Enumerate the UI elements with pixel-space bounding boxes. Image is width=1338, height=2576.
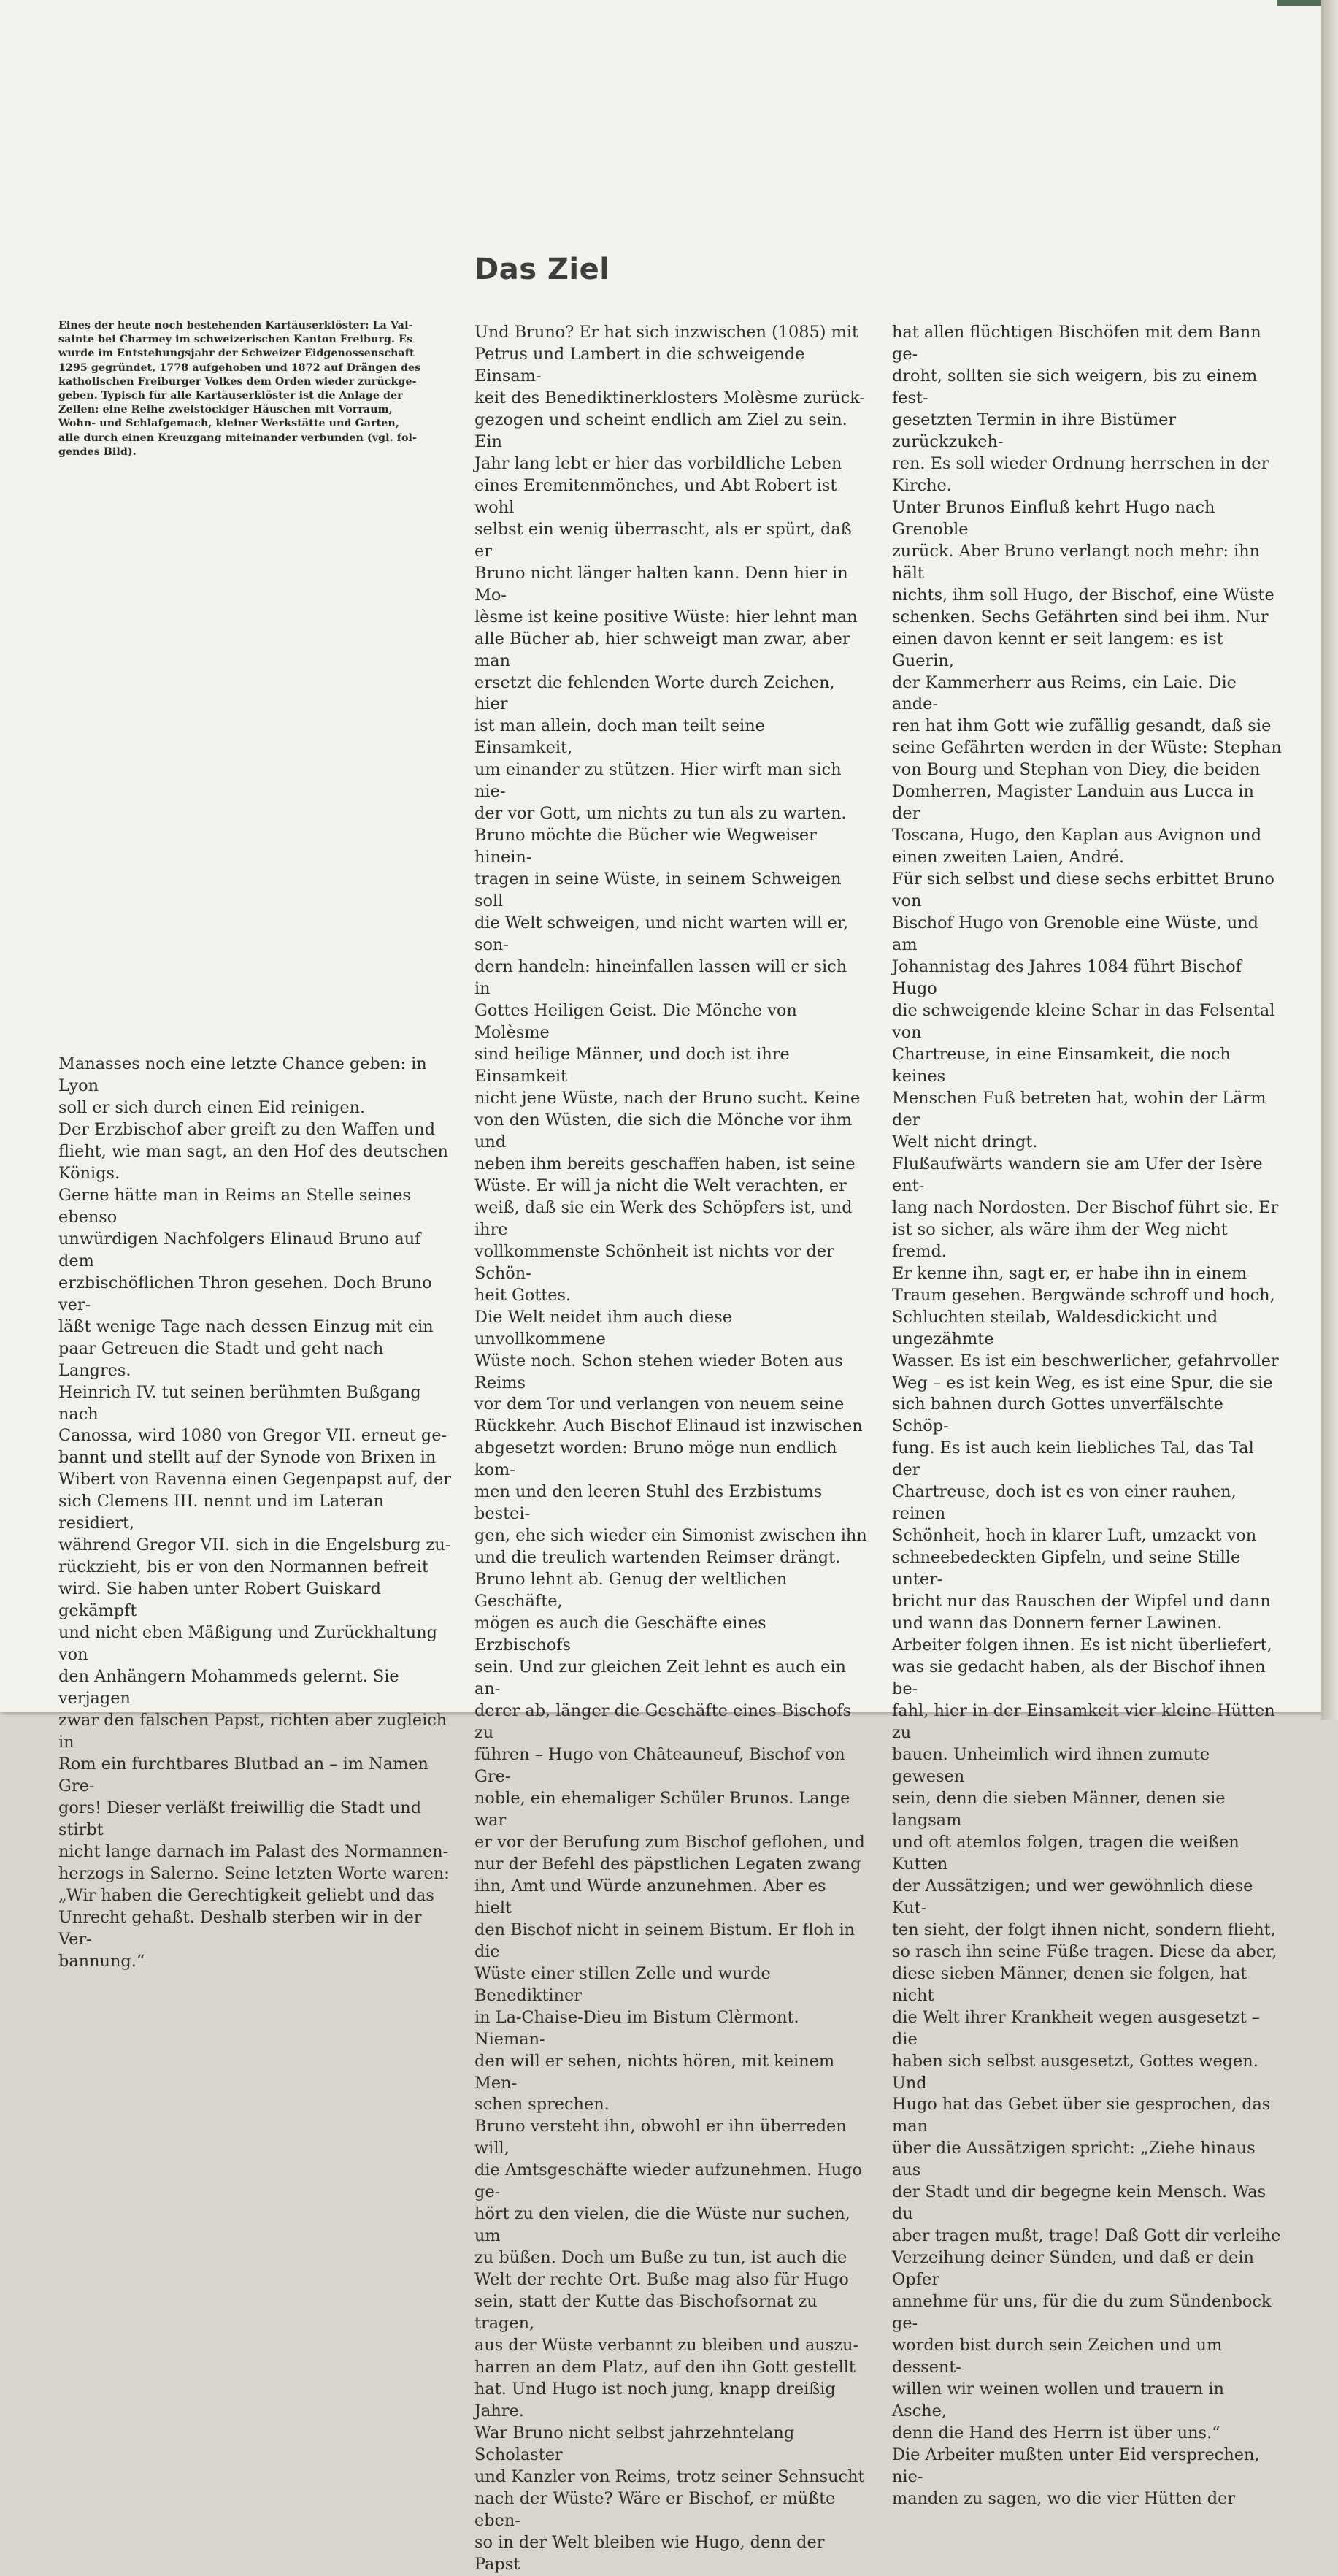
text-column-right xyxy=(892,322,1283,2510)
page-edge-tab xyxy=(1277,0,1321,6)
text-column-middle xyxy=(474,322,867,2576)
image-caption: Eines der heute noch bestehenden Kartäuserklöster: La Val- sainte bei Charmey im schweizerischen Kanton Freiburg. Es wurde im Entstehungsjahr der Schweizer Eidgenossenschaft 1295 gegründet, 1778 aufgehoben und 1872 auf Drängen des katholischen Freiburger Volkes dem Orden wieder zurückge- geben. Typisch für alle Kartäuserklöster ist die Anlage der Zellen: eine Reihe zweistöckiger Häuschen mit Vorraum, Wohn- und Schlafgemach, kleiner Werkstätte und Garten, alle durch einen Kreuzgang miteinander verbunden (vgl. fol- gendes Bild). xyxy=(58,320,421,458)
page-title: Das Ziel xyxy=(474,253,610,286)
book-edge xyxy=(1321,0,1338,1720)
left-column-text: Manasses noch eine letzte Chance geben: in Lyon soll er sich durch einen Eid reinigen. Der Erzbischof aber greift zu den Waffen und flieht, wie man sagt, an den Hof des deutschen Königs. Gerne hätte man in Reims an Stelle seines ebenso unwürdigen Nachfolgers Elinaud Bruno auf dem erzbischöflichen Thron gesehen. Doch Bruno ver- läßt wenige Tage nach dessen Einzug mit ein paar Getreuen die Stadt und geht nach Langres. Heinrich IV. tut seinen berühmten Bußgang nach Canossa, wird 1080 von Gregor VII. erneut ge- bannt und stellt auf der Synode von Brixen in Wibert von Ravenna einen Gegenpapst auf, der sich Clemens III. nennt und im Lateran residiert, während Gregor VII. sich in die Engelsburg zu- rückzieht, bis er von den Normannen befreit wird. Sie haben unter Robert Guiskard gekämpft und nicht eben Mäßigung und Zurückhaltung von den Anhängern Mohammeds gelernt. Sie verjagen zwar den falschen Papst, richten aber zugleich in Rom ein furchtbares Blutbad an – im Namen Gre- gors! Dieser verläßt freiwillig die Stadt und stirbt nicht lange darnach im Palast des Normannen- herzogs in Salerno. Seine letzten Worte waren: „Wir haben die Gerechtigkeit geliebt und das Unrecht gehaßt. Deshalb sterben wir in der Ver- bannung.“ xyxy=(58,1054,451,1971)
right-column-text: hat allen flüchtigen Bischöfen mit dem Bann ge- droht, sollten sie sich weigern, bis zu einem fest- gesetzten Termin in ihre Bistümer zurückzukeh- ren. Es soll wieder Ordnung herrschen in der Kirche. Unter Brunos Einfluß kehrt Hugo nach Grenoble zurück. Aber Bruno verlangt noch mehr: ihn hält nichts, ihm soll Hugo, der Bischof, eine Wüste schenken. Sechs Gefährten sind bei ihm. Nur einen davon kennt er seit langem: es ist Guerin, der Kammerherr aus Reims, ein Laie. Die ande- ren hat ihm Gott wie zufällig gesandt, daß sie seine Gefährten werden in der Wüste: Stephan von Bourg und Stephan von Diey, die beiden Domherren, Magister Landuin aus Lucca in der Toscana, Hugo, den Kaplan aus Avignon und einen zweiten Laien, André. Für sich selbst und diese sechs erbittet Bruno von Bischof Hugo von Grenoble eine Wüste, und am Johannistag des Jahres 1084 führt Bischof Hugo die schweigende kleine Schar in das Felsental von Chartreuse, in eine Einsamkeit, die noch keines Menschen Fuß betreten hat, wohin der Lärm der Welt nicht dringt. Flußaufwärts wandern sie am Ufer der Isère ent- lang nach Nordosten. Der Bischof führt sie. Er ist so sicher, als wäre ihm der Weg nicht fremd. Er kenne ihn, sagt er, er habe ihn in einem Traum gesehen. Bergwände schroff und hoch, Schluchten steilab, Waldesdickicht und ungezähmte Wasser. Es ist ein beschwerlicher, gefahrvoller Weg – es ist kein Weg, es ist eine Spur, die sie sich bahnen durch Gottes unverfälschte Schöp- fung. Es ist auch kein liebliches Tal, das Tal der Chartreuse, doch ist es von einer rauhen, reinen Schönheit, hoch in klarer Luft, umzackt von schneebedeckten Gipfeln, und seine Stille unter- bricht nur das Rauschen der Wipfel und dann und wann das Donnern ferner Lawinen. Arbeiter folgen ihnen. Es ist nicht überliefert, was sie gedacht haben, als der Bischof ihnen be- fahl, hier in der Einsamkeit vier kleine Hütten zu bauen. Unheimlich wird ihnen zumute gewesen sein, denn die sieben Männer, denen sie langsam und oft atemlos folgen, tragen die weißen Kutten der Aussätzigen; und wer gewöhnlich diese Kut- ten sieht, der folgt ihnen nicht, sondern flieht, so rasch ihn seine Füße tragen. Diese da aber, diese sieben Männer, denen sie folgen, hat nicht die Welt ihrer Krankheit wegen ausgesetzt – die haben sich selbst ausgesetzt, Gottes wegen. Und Hugo hat das Gebet über sie gesprochen, das man über die Aussätzigen spricht: „Ziehe hinaus aus der Stadt und dir begegne kein Mensch. Was du aber tragen mußt, trage! Daß Gott dir verleihe Verzeihung deiner Sünden, und daß er dein Opfer annehme für uns, für die du zum Sündenbock ge- worden bist durch sein Zeichen und um dessent- willen wir weinen wollen und trauern in Asche, denn die Hand des Herrn ist über uns.“ Die Arbeiter mußten unter Eid versprechen, nie- manden zu sagen, wo die vier Hütten der xyxy=(892,323,1282,2508)
text-column-left xyxy=(58,1054,456,1973)
middle-column-text: Und Bruno? Er hat sich inzwischen (1085) mit Petrus und Lambert in die schweigende Einsam- keit des Benediktinerklosters Molèsme zurück- gezogen und scheint endlich am Ziel zu sein. Ein Jahr lang lebt er hier das vorbildliche Leben eines Eremitenmönches, und Abt Robert ist wohl selbst ein wenig überrascht, als er spürt, daß er Bruno nicht länger halten kann. Denn hier in Mo- lèsme ist keine positive Wüste: hier lehnt man alle Bücher ab, hier schweigt man zwar, aber man ersetzt die fehlenden Worte durch Zeichen, hier ist man allein, doch man teilt seine Einsamkeit, um einander zu stützen. Hier wirft man sich nie- der vor Gott, um nichts zu tun als zu warten. Bruno möchte die Bücher wie Wegweiser hinein- tragen in seine Wüste, in seinem Schweigen soll die Welt schweigen, und nicht warten will er, son- dern handeln: hineinfallen lassen will er sich in Gottes Heiligen Geist. Die Mönche von Molèsme sind heilige Männer, und doch ist ihre Einsamkeit nicht jene Wüste, nach der Bruno sucht. Keine von den Wüsten, die sich die Mönche vor ihm und neben ihm bereits geschaffen haben, ist seine Wüste. Er will ja nicht die Welt verachten, er weiß, daß sie ein Werk des Schöpfers ist, und ihre vollkommenste Schönheit ist nichts vor der Schön- heit Gottes. Die Welt neidet ihm auch diese unvollkommene Wüste noch. Schon stehen wieder Boten aus Reims vor dem Tor und verlangen von neuem seine Rückkehr. Auch Bischof Elinaud ist inzwischen abgesetzt worden: Bruno möge nun endlich kom- men und den leeren Stuhl des Erzbistums bestei- gen, ehe sich wieder ein Simonist zwischen ihn und die treulich wartenden Reimser drängt. Bruno lehnt ab. Genug der weltlichen Geschäfte, mögen es auch die Geschäfte eines Erzbischofs sein. Und zur gleichen Zeit lehnt es auch ein an- derer ab, länger die Geschäfte eines Bischofs zu führen – Hugo von Châteauneuf, Bischof von Gre- noble, ein ehemaliger Schüler Brunos. Lange war er vor der Berufung zum Bischof geflohen, und nur der Befehl des päpstlichen Legaten zwang ihn, Amt und Würde anzunehmen. Aber es hielt den Bischof nicht in seinem Bistum. Er floh in die Wüste einer stillen Zelle und wurde Benediktiner in La-Chaise-Dieu im Bistum Clèrmont. Nieman- den will er sehen, nichts hören, mit keinem Men- schen sprechen. Bruno versteht ihn, obwohl er ihn überreden will, die Amtsgeschäfte wieder aufzunehmen. Hugo ge- hört zu den vielen, die die Wüste nur suchen, um zu büßen. Doch um Buße zu tun, ist auch die Welt der rechte Ort. Buße mag also für Hugo sein, statt der Kutte das Bischofsornat zu tragen, aus der Wüste verbannt zu bleiben und auszu- harren an dem Platz, auf den ihn Gott gestellt hat. Und Hugo ist noch jung, knapp dreißig Jahre. War Bruno nicht selbst jahrzehntelang Scholaster und Kanzler von Reims, trotz seiner Sehnsucht nach der Wüste? Wäre er Bischof, er müßte eben- so in der Welt bleiben wie Hugo, denn der Papst xyxy=(474,323,867,2574)
